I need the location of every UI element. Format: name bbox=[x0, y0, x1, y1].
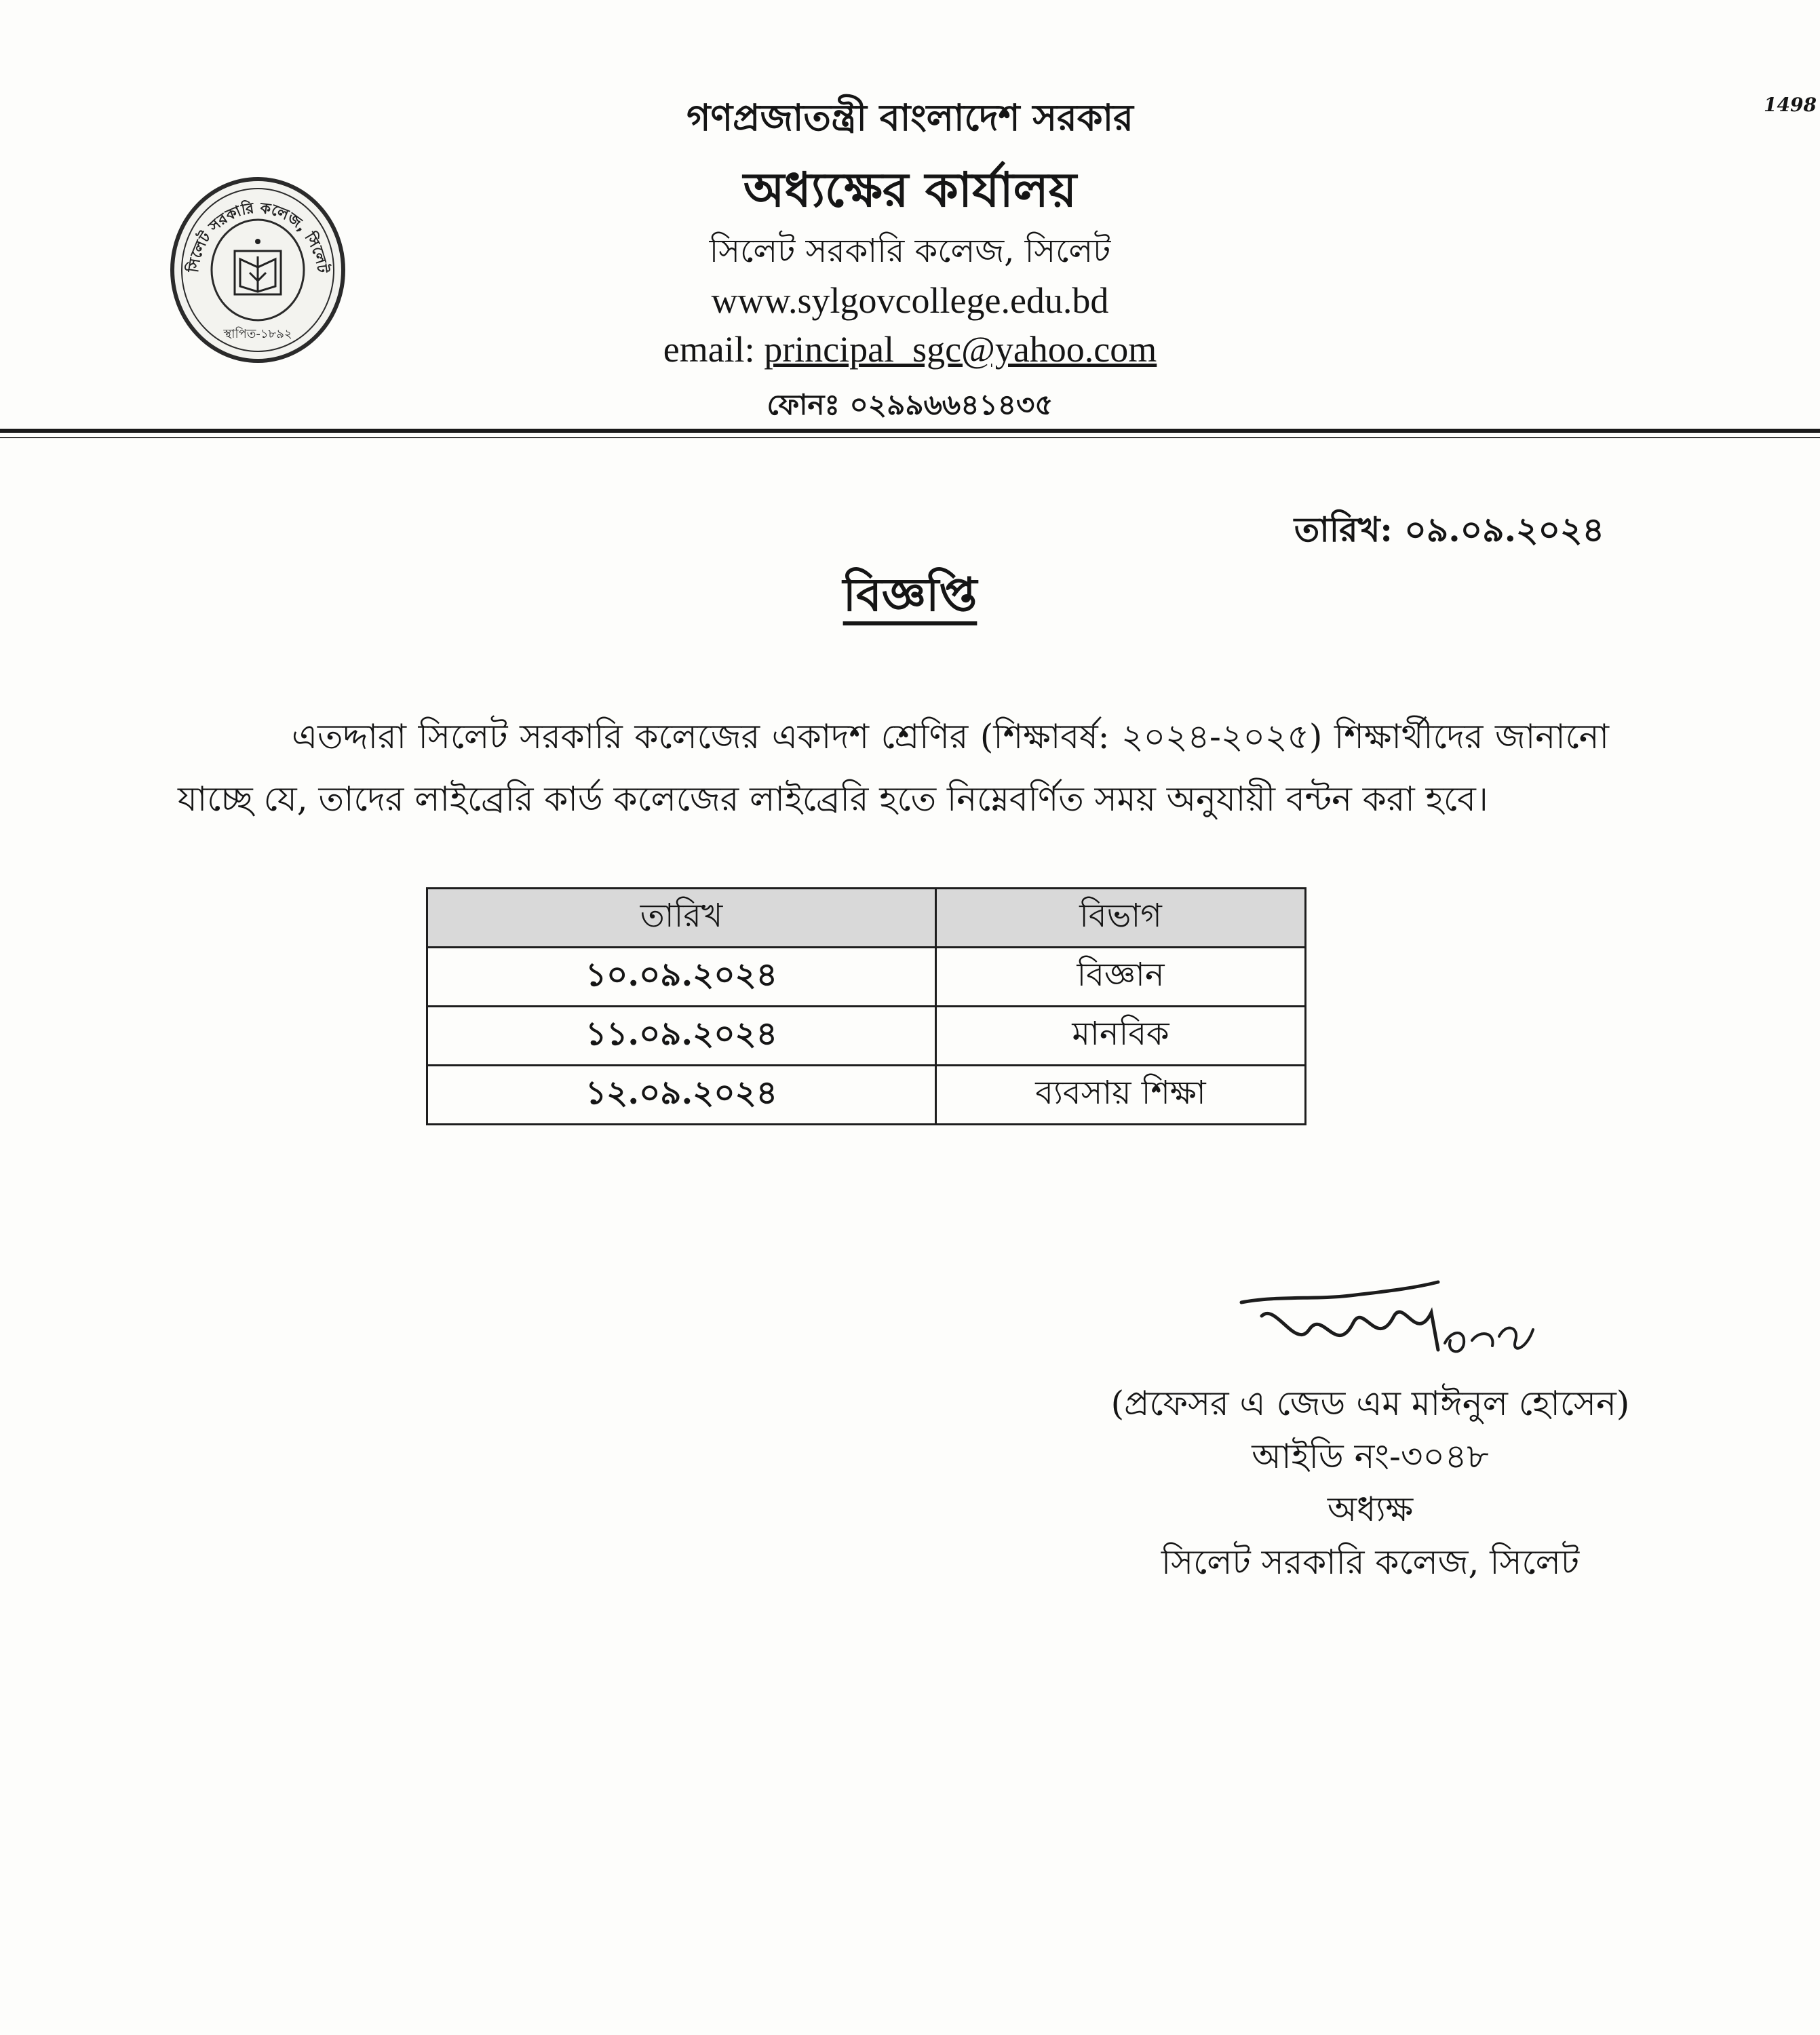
email-label: email: bbox=[663, 329, 764, 370]
notice-title-text: বিজ্ঞপ্তি bbox=[843, 568, 977, 622]
row-date: ১১.০৯.২০২৪ bbox=[427, 1007, 936, 1066]
phone-number: ফোনঃ ০২৯৯৬৬৪১৪৩৫ bbox=[767, 388, 1053, 421]
row-department: মানবিক bbox=[936, 1007, 1306, 1066]
header-divider-thin bbox=[0, 437, 1820, 438]
office-name: অধ্যক্ষের কার্যালয় bbox=[743, 161, 1077, 218]
email-line bbox=[0, 328, 1820, 370]
website-link[interactable]: www.sylgovcollege.edu.bd bbox=[711, 280, 1109, 321]
seal-text: সিলেট সরকারি কলেজ, সিলেট bbox=[185, 199, 330, 274]
college-name: সিলেট সরকারি কলেজ, সিলেট bbox=[709, 232, 1111, 270]
signatory-id: আইডি নং-৩০৪৮ bbox=[1252, 1437, 1489, 1476]
column-header-department: বিভাগ bbox=[936, 889, 1306, 948]
schedule-table bbox=[426, 887, 1306, 1125]
email-link[interactable]: principal_sgc@yahoo.com bbox=[764, 329, 1157, 370]
notice-title bbox=[0, 559, 1820, 636]
row-department: বিজ্ঞান bbox=[936, 948, 1306, 1007]
row-date: ১২.০৯.২০২৪ bbox=[427, 1066, 936, 1125]
seal-established: স্থাপিত-১৮৯২ bbox=[223, 327, 292, 341]
signatory-designation: অধ্যক্ষ bbox=[1327, 1490, 1414, 1529]
page-number: 1498 bbox=[1764, 94, 1817, 116]
government-name: গণপ্রজাতন্ত্রী বাংলাদেশ সরকার bbox=[686, 96, 1134, 139]
table-header-row bbox=[427, 889, 1306, 948]
signatory-college: সিলেট সরকারি কলেজ, সিলেট bbox=[1161, 1543, 1580, 1582]
row-department: ব্যবসায় শিক্ষা bbox=[936, 1066, 1306, 1125]
table-row bbox=[427, 1066, 1306, 1125]
table-row bbox=[427, 948, 1306, 1007]
table-row bbox=[427, 1007, 1306, 1066]
header-divider bbox=[0, 429, 1820, 433]
signatory-name: (প্রফেসর এ জেড এম মাঈনুল হোসেন) bbox=[1110, 1384, 1630, 1423]
column-header-date: তারিখ bbox=[427, 889, 936, 948]
signature bbox=[1235, 1275, 1547, 1370]
notice-body: এতদ্দারা সিলেট সরকারি কলেজের একাদশ শ্রেণির (শিক্ষাবর্ষ: ২০২৪-২০২৫) শিক্ষার্থীদের জানানো যাচ্ছে যে, তাদের লাইব্রেরি কার্ড কলেজের লাইব্রেরি হতে নিম্নেবর্ণিত সময় অনুযায়ী বন্টন করা হবে। bbox=[178, 717, 1609, 819]
signature-block bbox=[1058, 1377, 1682, 1589]
notice-date: তারিখ: ০৯.০৯.২০২৪ bbox=[1294, 509, 1604, 549]
row-date: ১০.০৯.২০২৪ bbox=[427, 948, 936, 1007]
